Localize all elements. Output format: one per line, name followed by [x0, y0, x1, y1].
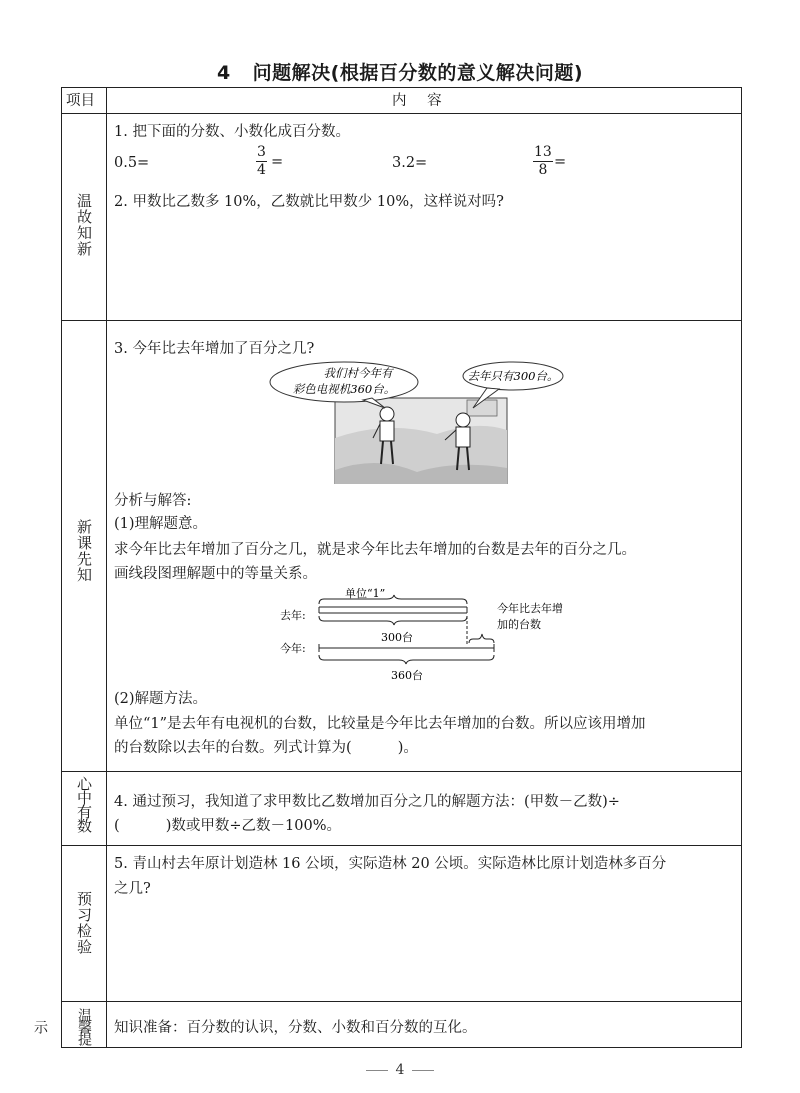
q5-line1: 5. 青山村去年原计划造林 16 公顷，实际造林 20 公顷。实际造林比原计划造林多百分 — [114, 856, 667, 872]
q1-text: 1. 把下面的分数、小数化成百分数。 — [114, 124, 350, 140]
last-year-label: 去年: — [280, 609, 306, 622]
q4-line2: ( )数或甲数÷乙数－100%。 — [114, 818, 342, 834]
row-divider — [62, 771, 741, 772]
q1-b-fraction — [256, 144, 267, 179]
q2-text: 2. 甲数比乙数多 10%，乙数就比甲数少 10%，这样说对吗? — [114, 194, 504, 210]
title-number: 4 — [216, 62, 231, 84]
bubble-right-text: 去年只有300台。 — [467, 369, 559, 383]
q1-b-eq: = — [271, 154, 284, 170]
v300-label: 300台 — [381, 631, 413, 644]
section-label-review: 温故知新 — [75, 193, 93, 257]
analysis-heading: 分析与解答: — [114, 493, 192, 509]
v360-brace — [319, 655, 494, 664]
method-line2: 的台数除以去年的台数。列式计算为( )。 — [114, 740, 418, 756]
segment-diagram — [277, 588, 577, 686]
step1: (1)理解题意。 — [114, 516, 208, 532]
q1-c: 3.2= — [392, 155, 428, 171]
v300-brace — [319, 616, 467, 625]
row-divider — [62, 113, 741, 114]
q1-d-fraction — [533, 144, 553, 179]
unit-label: 单位“1” — [345, 588, 386, 600]
increase-label1: 今年比去年增 — [497, 602, 563, 615]
q1-a: 0.5= — [114, 155, 150, 171]
row-divider — [62, 845, 741, 846]
dialogue-illustration — [267, 360, 567, 484]
section-label-check: 预习检验 — [75, 891, 93, 955]
column-divider — [106, 88, 107, 1047]
q4-line1: 4. 通过预习，我知道了求甲数比乙数增加百分之几的解题方法：(甲数－乙数)÷ — [114, 794, 620, 810]
analysis-line2: 画线段图理解题中的等量关系。 — [114, 566, 317, 582]
section-label-tips: 温馨提示 — [32, 1008, 92, 1044]
building — [467, 400, 497, 416]
section-label-heart: 心中有数 — [75, 776, 93, 832]
q1-b-numerator: 3 — [257, 144, 266, 160]
increase-label2: 加的台数 — [497, 618, 541, 631]
bubble-left-line2: 彩色电视机360台。 — [292, 382, 396, 396]
page-footer — [0, 1062, 800, 1078]
footer-dash-left — [366, 1070, 388, 1071]
page-title — [0, 58, 800, 85]
method-line1: 单位“1”是去年有电视机的台数，比较量是今年比去年增加的台数。所以应该用增加 — [114, 716, 646, 732]
lesson-table — [32, 87, 742, 1048]
bubble-left-line1: 我们村今年有 — [323, 366, 393, 380]
footer-dash-right — [412, 1070, 434, 1071]
section-label-new: 新课先知 — [75, 519, 93, 583]
this-year-label: 今年: — [280, 642, 306, 655]
increase-brace — [469, 634, 494, 643]
analysis-line1: 求今年比去年增加了百分之几，就是求今年比去年增加的台数是去年的百分之几。 — [114, 542, 636, 558]
q1-b-denominator: 4 — [257, 162, 266, 178]
page-number: 4 — [395, 1062, 405, 1078]
v360-label: 360台 — [391, 669, 423, 682]
title-text: 问题解决(根据百分数的意义解决问题) — [252, 62, 584, 84]
q1-d-numerator: 13 — [534, 144, 552, 160]
tips-text: 知识准备：百分数的认识，分数、小数和百分数的互化。 — [114, 1020, 477, 1036]
header-project: 项目 — [66, 93, 95, 109]
row-divider — [62, 1001, 741, 1002]
row-divider — [62, 320, 741, 321]
q3-text: 3. 今年比去年增加了百分之几? — [114, 341, 315, 357]
q1-d-eq: = — [554, 154, 567, 170]
header-content: 内 容 — [392, 93, 450, 109]
q1-d-denominator: 8 — [538, 162, 548, 178]
unit-brace — [319, 595, 467, 604]
q5-line2: 之几? — [114, 881, 151, 897]
step2: (2)解题方法。 — [114, 691, 208, 707]
